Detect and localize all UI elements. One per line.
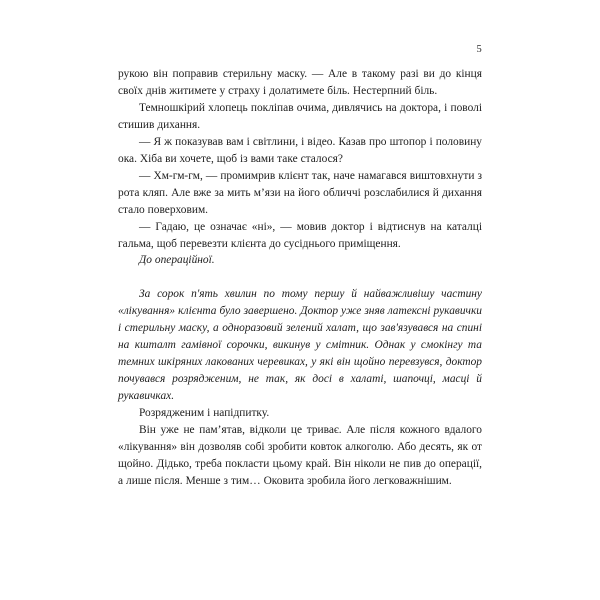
paragraph: — Хм-гм-гм, — промимрив клієнт так, наче намагався виштовхнути з рота кляп. Але вже за мить м’язи на його обличчі розслабилися й дихання стало поверховим. xyxy=(118,169,482,216)
paragraph: — Я ж показував вам і світлини, і відео. Казав про штопор і половину ока. Хіба ви хочете, щоб із вами таке сталося? xyxy=(118,135,482,165)
italic-paragraph: До операційної. xyxy=(139,254,215,267)
paragraph: Темношкірий хлопець покліпав очима, дивлячись на доктора, і поволі стишив дихання. xyxy=(118,101,482,131)
paragraph: Він уже не пам’ятав, відколи це триває. Але після кожного вдалого «лікування» він дозволяв собі зробити ковток алкоголю. Або десять, як от щойно. Дідько, треба покласти цьому край. Він ніколи не пив до операції, а лише після. Менше з тим… Оковита зробила його легковажнішим. xyxy=(118,424,482,487)
italic-paragraph: За сорок п'ять хвилин по тому першу й найважливішу частину «лікування» клієнта було завершено. Доктор уже зняв латексні рукавички і стерильну маску, а одноразовий зелений халат, що зав'язувався на спині на кшталт гамівної сорочки, викинув у смітник. Однак у смокінгу та темних шкіряних лакованих черевиках, у які він щойно перевзувся, доктор почувався розрядженим, не так, як досі в халаті, шапочці, масці й рукавичках. xyxy=(118,288,482,403)
scene-break xyxy=(118,269,482,286)
page-number: 5 xyxy=(476,44,482,55)
paragraph: — Гадаю, це означає «ні», — мовив доктор і відтиснув на каталці гальма, щоб перевезти клієнта до сусіднього приміщення. xyxy=(118,220,482,250)
paragraph: рукою він поправив стерильну маску. — Але в такому разі ви до кінця своїх днів житимете у страху і долатимете біль. Нестерпний біль. xyxy=(118,68,482,97)
paragraph: Розрядженим і напідпитку. xyxy=(139,407,270,420)
body-text-block xyxy=(118,66,482,490)
